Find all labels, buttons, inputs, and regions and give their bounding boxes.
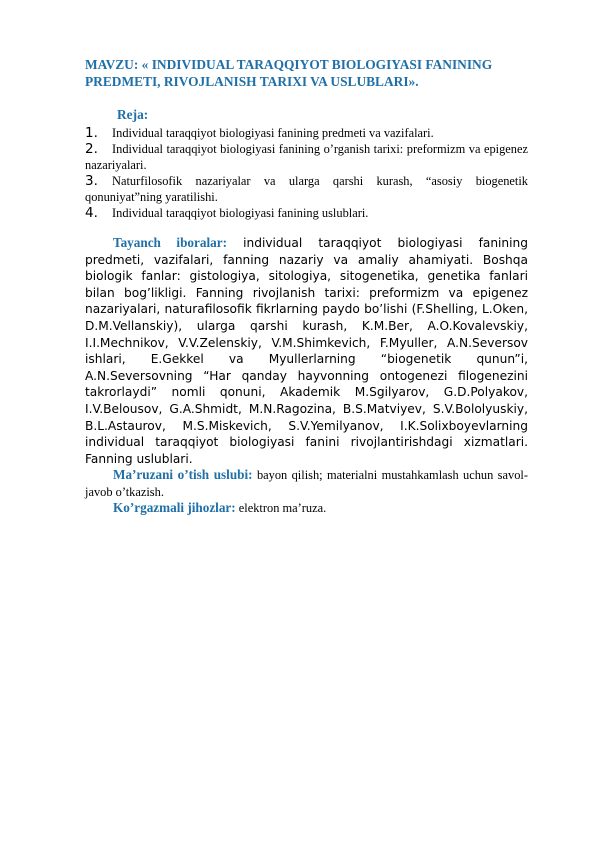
plan-item-text: Naturfilosofik nazariyalar va ularga qarshi kurash, “asosiy biogenetik qonuniyat”ning yaratilishi. bbox=[85, 174, 528, 204]
keywords-text: individual taraqqiyot biologiyasi fanining predmeti, vazifalari, fanning nazariy va amaliy ahamiyati. Boshqa biologik fanlar: gistologiya, sitologiya, sitogenetika, genetika fanlari bilan bog’likligi. Fanning rivojlanish tarixi: preformizm va epigenez nazariyalari, naturafilosofik fikrlarning paydo bo’lishi (F.Shelling, L.Oken, D.M.Vellanskiy), ularga qarshi kurash, K.M.Ber, A.O.Kovalevskiy, I.I.Mechnikov, V.V.Zelenskiy, V.M.Shimkevich, F.Myuller, A.N.Seversov ishlari, E.Gekkel va Myullerlarning “biogenetik qunun”i, A.N.Seversovning “Har qanday hayvonning ontogenezi filogenezini takrorlaydi” nomli qonuni, Akademik M.Sgilyarov, G.D.Polyakov, I.V.Belousov, G.A.Shmidt, M.N.Ragozina, B.S.Matviyev, S.V.Bololyuskiy, B.L.Astaurov, M.S.Miskevich, S.V.Yemilyanov, I.K.Solixboyevlarning individual taraqqiyot biologiyasi fanini rivojlantirishdagi xizmatlari. Fanning uslublari. bbox=[85, 236, 529, 466]
plan-item-text: Individual taraqqiyot biologiyasi fanining o’rganish tarixi: preformizm va epigenez nazariyalari. bbox=[85, 142, 528, 172]
method-label: Ma’ruzani o’tish uslubi: bbox=[113, 467, 253, 483]
plan-item-number: 2. bbox=[85, 141, 98, 157]
method-paragraph bbox=[85, 467, 528, 500]
keywords-label: Tayanch iboralar: bbox=[113, 235, 227, 250]
plan-item-number: 1. bbox=[85, 125, 98, 141]
equipment-label: Ko’rgazmali jihozlar: bbox=[113, 500, 236, 516]
equipment-paragraph bbox=[85, 500, 528, 517]
plan-item-number: 3. bbox=[85, 173, 98, 189]
plan-item-2 bbox=[85, 141, 528, 173]
plan-item-text: Individual taraqqiyot biologiyasi fanining uslublari. bbox=[112, 206, 369, 220]
equipment-text: elektron ma’ruza. bbox=[238, 501, 327, 516]
plan-item-4 bbox=[85, 205, 528, 221]
plan-item-1 bbox=[85, 125, 528, 141]
document-page bbox=[85, 56, 528, 517]
document-title: MAVZU: « INDIVIDUAL TARAQQIYOT BIOLOGIYASI FANINING PREDMETI, RIVOJLANISH TARIXI VA USLUBLARI». bbox=[85, 57, 493, 89]
plan-item-number: 4. bbox=[85, 205, 98, 221]
keywords-paragraph bbox=[85, 235, 528, 467]
plan-item-text: Individual taraqqiyot biologiyasi fanining predmeti va vazifalari. bbox=[112, 126, 434, 140]
plan-heading: Reja: bbox=[117, 107, 149, 122]
plan-list bbox=[85, 125, 528, 221]
plan-item-3 bbox=[85, 173, 528, 205]
method-text: bayon qilish; materialni mustahkamlash uchun savol-javob o’tkazish. bbox=[85, 468, 528, 499]
